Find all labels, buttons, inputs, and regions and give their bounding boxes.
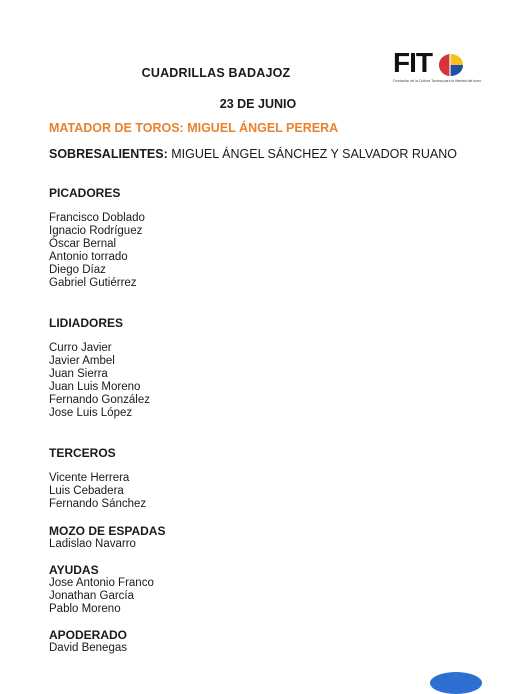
logo-flag-icon <box>437 52 465 78</box>
terceros-list <box>49 472 146 511</box>
list-item: Pablo Moreno <box>49 603 121 615</box>
list-item: Fernando Sánchez <box>49 498 147 510</box>
apoderado-list <box>49 642 127 655</box>
section-heading-lidiadores: LIDIADORES <box>49 316 124 330</box>
matador-line: MATADOR DE TOROS: MIGUEL ÁNGEL PERERA <box>49 121 339 135</box>
sobresalientes-label: SOBRESALIENTES: <box>49 147 168 161</box>
document-title: CUADRILLAS BADAJOZ <box>141 66 291 80</box>
sobresalientes-value: MIGUEL ÁNGEL SÁNCHEZ Y SALVADOR RUANO <box>167 147 457 161</box>
section-heading-mozo: MOZO DE ESPADAS <box>49 524 166 538</box>
section-heading-terceros: TERCEROS <box>49 446 116 460</box>
mozo-list <box>49 538 136 551</box>
lidiadores-list <box>49 342 150 420</box>
section-heading-apoderado: APODERADO <box>49 628 128 642</box>
logo-text: FIT <box>393 47 432 78</box>
list-item: Juan Luis Moreno <box>49 381 141 393</box>
list-item: Javier Ambel <box>49 355 115 367</box>
document-date: 23 DE JUNIO <box>219 97 297 111</box>
list-item: Gabriel Gutiérrez <box>49 277 137 289</box>
list-item: Luis Cebadera <box>49 485 124 497</box>
list-item: Francisco Doblado <box>49 212 145 224</box>
list-item: Diego Díaz <box>49 264 106 276</box>
list-item: Ignacio Rodríguez <box>49 225 143 237</box>
picadores-list <box>49 212 145 290</box>
list-item: Juan Sierra <box>49 368 108 380</box>
list-item: Antonio torrado <box>49 251 128 263</box>
corner-decoration <box>430 672 482 694</box>
section-heading-ayudas: AYUDAS <box>49 563 99 577</box>
list-item: David Benegas <box>49 642 127 654</box>
list-item: Vicente Herrera <box>49 472 130 484</box>
list-item: Ladislao Navarro <box>49 538 136 550</box>
list-item: Curro Javier <box>49 342 112 354</box>
list-item: Jonathan García <box>49 590 135 602</box>
list-item: Fernando González <box>49 394 151 406</box>
ayudas-list <box>49 577 154 616</box>
list-item: Jose Luis López <box>49 407 133 419</box>
logo-tagline: Fundación de la Cultura Taurina para la libertad del toreo <box>393 79 482 83</box>
section-heading-picadores: PICADORES <box>49 186 121 200</box>
list-item: Jose Antonio Franco <box>49 577 154 589</box>
sobresalientes-line <box>49 147 457 161</box>
list-item: Óscar Bernal <box>49 238 117 250</box>
